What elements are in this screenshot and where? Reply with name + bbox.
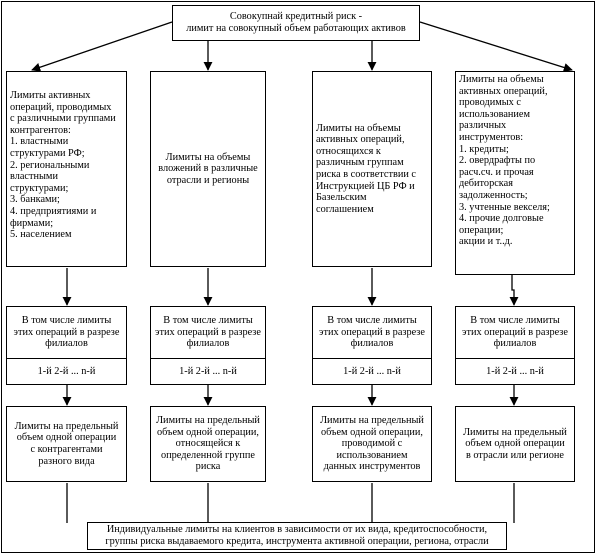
footer-line-2: группы риска выдаваемого кредита, инструмента активной операции, региона, отрасли — [105, 536, 489, 547]
arrow-col4-to-branch — [512, 275, 514, 305]
col4-line: дебиторская — [459, 178, 513, 190]
branch-line: В том числе лимиты — [163, 315, 253, 327]
bottom-line: риска — [195, 461, 221, 473]
col1-line: контрагентов: — [10, 124, 71, 136]
branch-line: В том числе лимиты — [327, 315, 417, 327]
bottom-line: Лимиты на предельный — [320, 415, 424, 427]
branch-line: В том числе лимиты — [21, 315, 112, 327]
col4-line: активных операций, — [459, 85, 548, 97]
col1-line: 2. региональными — [10, 159, 90, 171]
col3-branch-box — [312, 306, 432, 359]
bottom-line: Лимиты на предельный — [156, 415, 260, 427]
bottom-line: в отрасли или регионе — [465, 449, 564, 461]
bottom-line: данных инструментов — [323, 461, 421, 473]
total-risk-line-2: лимит на совокупный объем работающих активов — [186, 23, 406, 34]
col4-line: различных — [459, 120, 507, 132]
col2-limits-box — [150, 71, 266, 267]
footer-line-1: Индивидуальные лимиты на клиентов в зависимости от их вида, кредитоспособности, — [106, 524, 488, 536]
col3-line: соглашением — [316, 203, 374, 215]
col4-line: проводимых с — [459, 97, 521, 109]
col1-branch-box — [6, 306, 127, 359]
col1-limits-box — [6, 71, 127, 267]
branch-line: этих операций в разрезе — [462, 326, 568, 338]
arrow-top-to-col1 — [32, 22, 172, 70]
col1-line: 5. населением — [10, 229, 72, 241]
col3-single-op-box — [312, 406, 432, 482]
col1-line: 4. предприятиями и — [10, 205, 97, 217]
col1-line: операций, проводимых — [10, 101, 112, 113]
col4-line: 2. овердрафты по — [459, 155, 536, 167]
col4-line: расч.сч. и прочая — [459, 166, 534, 178]
bottom-line: относящейся к — [175, 438, 241, 450]
col4-line: 1. кредиты; — [459, 143, 509, 155]
total-risk-line-1: Совокупнай кредитный риск - — [229, 11, 363, 23]
col2-line: отрасли и регионы — [166, 174, 250, 186]
col4-line: задолженность; — [459, 189, 528, 201]
col3-line: риска в соответствии с — [316, 169, 416, 180]
branch-index-text: 1-й 2-й ... n-й — [486, 365, 544, 377]
col2-single-op-box — [150, 406, 266, 482]
col4-branch-box — [455, 306, 575, 359]
branch-line: филиалов — [350, 338, 394, 350]
col3-limits-box — [312, 71, 432, 267]
col4-line: операции; — [459, 224, 504, 236]
bottom-line: с контрагентами — [30, 444, 103, 455]
arrow-top-to-col4 — [420, 22, 572, 70]
branch-line: филиалов — [45, 338, 88, 350]
col2-branch-box — [150, 306, 266, 359]
col1-line: структурами РФ; — [10, 147, 85, 159]
col3-line: Лимиты на объемы — [316, 122, 401, 134]
bottom-line: разного вида — [38, 455, 95, 467]
col1-line: с различными группами — [10, 113, 116, 125]
col1-branch-index — [6, 358, 127, 385]
bottom-line: определенной группе — [161, 449, 255, 461]
branch-index-text: 1-й 2-й ... n-й — [343, 365, 401, 377]
col4-limits-box — [455, 71, 575, 275]
branch-line: этих операций в разрезе — [155, 326, 261, 338]
bottom-line: объем одной операции, — [156, 426, 259, 438]
col1-line: 1. властными — [10, 136, 69, 148]
col3-line: различным группам — [316, 157, 404, 169]
col2-line: Лимиты на объемы — [165, 151, 251, 163]
col4-line: 3. учтенные векселя; — [459, 201, 550, 213]
col1-line: властными — [10, 171, 58, 183]
branch-line: В том числе лимиты — [470, 315, 560, 327]
col3-line: активных операций, — [316, 134, 405, 146]
branch-line: филиалов — [493, 338, 537, 350]
col2-branch-index — [150, 358, 266, 385]
bottom-line: объем одной операции, — [320, 426, 423, 438]
col3-line: относящихся к — [316, 145, 381, 157]
bottom-line: объем одной операции — [465, 438, 565, 450]
col2-line: вложений в различные — [158, 163, 258, 175]
bottom-line: Лимиты на предельный — [463, 426, 567, 438]
col4-line: использованием — [459, 108, 530, 120]
col4-line: 4. прочие долговые — [459, 213, 544, 225]
col3-line: Базельским — [316, 192, 367, 204]
branch-line: этих операций в разрезе — [319, 326, 425, 338]
col4-line: Лимиты на объемы — [459, 74, 544, 85]
col1-line: фирмами; — [10, 217, 54, 229]
total-risk-box — [172, 5, 420, 41]
branch-line: филиалов — [186, 338, 230, 350]
col3-branch-index — [312, 358, 432, 385]
col1-line: Лимиты активных — [10, 90, 91, 101]
col1-line: структурами; — [10, 182, 69, 194]
col1-line: 3. банками; — [10, 194, 60, 206]
col4-single-op-box — [455, 406, 575, 482]
col4-branch-index — [455, 358, 575, 385]
bottom-line: проводимой с — [341, 438, 403, 450]
col4-line: акции и т..д. — [459, 236, 513, 248]
branch-index-text: 1-й 2-й ... n-й — [37, 365, 96, 377]
individual-limits-box — [87, 522, 507, 550]
col1-single-op-box — [6, 406, 127, 482]
col3-line: Инструкцией ЦБ РФ и — [316, 180, 415, 192]
bottom-line: Лимиты на предельный — [14, 420, 119, 432]
col4-line: инструментов: — [459, 131, 524, 143]
branch-line: этих операций в разрезе — [13, 326, 120, 338]
branch-index-text: 1-й 2-й ... n-й — [179, 365, 237, 377]
bottom-line: использованием — [336, 449, 408, 461]
bottom-line: объем одной операции — [16, 432, 117, 444]
